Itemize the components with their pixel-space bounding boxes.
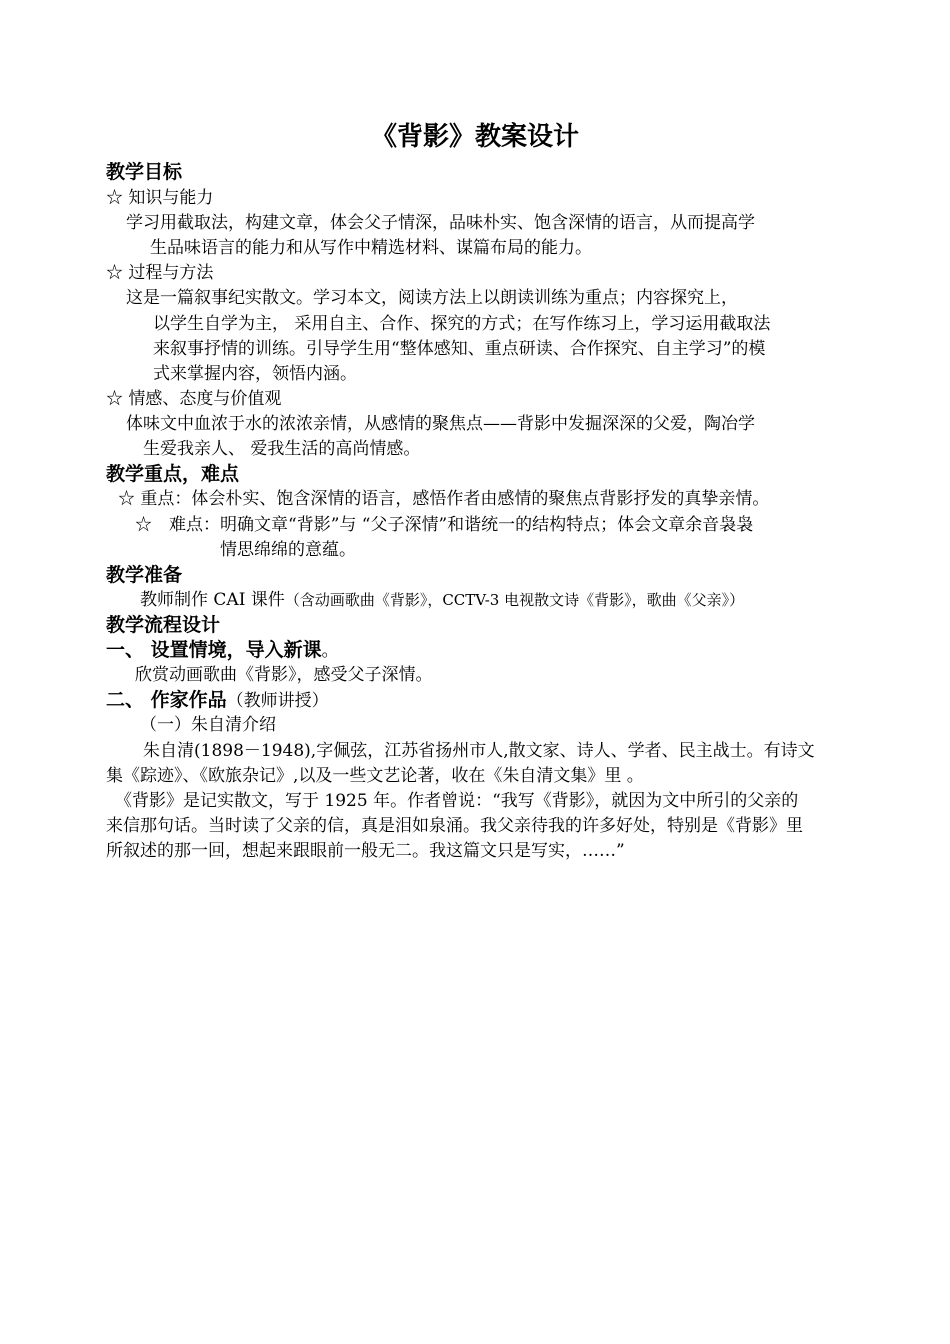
paragraph-line: 这是一篇叙事纪实散文。学习本文，阅读方法上以朗读训练为重点；内容探究上， — [126, 288, 738, 308]
step1-title: 一、 设置情境，导入新课 — [106, 639, 322, 661]
section-heading-preparation: 教学准备 — [106, 564, 183, 586]
paragraph-line: ☆ 重点：体会朴实、饱含深情的语言，感悟作者由感情的聚焦点背影抒发的真挚亲情。 — [118, 489, 770, 509]
section-heading-key-points: 教学重点，难点 — [106, 463, 240, 485]
step2-title: 二、 作家作品 — [106, 689, 227, 711]
paragraph-line: 学习用截取法，构建文章，体会父子情深，品味朴实、饱含深情的语言，从而提高学 — [126, 213, 755, 233]
section-heading-flow: 教学流程设计 — [106, 614, 221, 636]
step-heading — [106, 638, 339, 664]
paragraph-line: 《背影》是记实散文，写于 1925 年。作者曾说：“我写《背影》，就因为文中所引的父亲的 — [115, 791, 799, 811]
paragraph-line: 来信那句话。当时读了父亲的信，真是泪如泉涌。我父亲待我的许多好处，特别是《背影》里 — [106, 816, 803, 836]
section-heading-goals: 教学目标 — [106, 161, 183, 183]
paragraph-line: 式来掌握内容，领悟内涵。 — [153, 364, 357, 384]
paragraph-line: 朱自清(1898－1948),字佩弦，江苏省扬州市人,散文家、诗人、学者、民主战士。有诗文 — [143, 741, 815, 761]
paragraph-line: 以学生自学为主， 采用自主、合作、探究的方式；在写作练习上，学习运用截取法 — [153, 314, 771, 334]
paragraph-line: 体味文中血浓于水的浓浓亲情，从感情的聚焦点——背影中发掘深深的父爱，陶冶学 — [126, 414, 755, 434]
paragraph-line: ☆ 难点：明确文章“背影”与 “父子深情”和谐统一的结构特点；体会文章余音袅袅 — [135, 515, 754, 535]
document-title: 《背影》教案设计 — [370, 122, 579, 152]
paragraph-line: 生爱我亲人、 爱我生活的高尚情感。 — [143, 439, 421, 459]
preparation-text: 教师制作 CAI 课件 — [140, 590, 285, 610]
paragraph-line: 情思绵绵的意蕴。 — [220, 540, 356, 560]
subheading-emotion: ☆ 情感、态度与价值观 — [106, 389, 282, 409]
paragraph-line: 生品味语言的能力和从写作中精选材料、谋篇布局的能力。 — [150, 238, 592, 258]
paragraph-line: 集《踪迹》、《欧旅杂记》,以及一些文艺论著，收在《朱自清文集》里 。 — [106, 766, 644, 786]
step-heading — [106, 688, 329, 714]
subheading-author: （一）朱自清介绍 — [140, 715, 276, 735]
step2-note: （教师讲授） — [226, 691, 329, 711]
paragraph-line: 所叙述的那一回，想起来跟眼前一般无二。我这篇文只是写实，……” — [106, 841, 625, 861]
paragraph-line: 欣赏动画歌曲《背影》，感受父子深情。 — [135, 665, 433, 685]
paragraph-line: 来叙事抒情的训练。引导学生用“整体感知、重点研读、合作探究、自主学习”的模 — [153, 339, 766, 359]
subheading-knowledge: ☆ 知识与能力 — [106, 188, 214, 208]
subheading-process: ☆ 过程与方法 — [106, 263, 214, 283]
paragraph-line — [140, 588, 744, 613]
step1-period: 。 — [321, 641, 339, 661]
preparation-note: （含动画歌曲《背影》，CCTV-3 电视散文诗《背影》，歌曲《父亲》） — [284, 591, 745, 609]
